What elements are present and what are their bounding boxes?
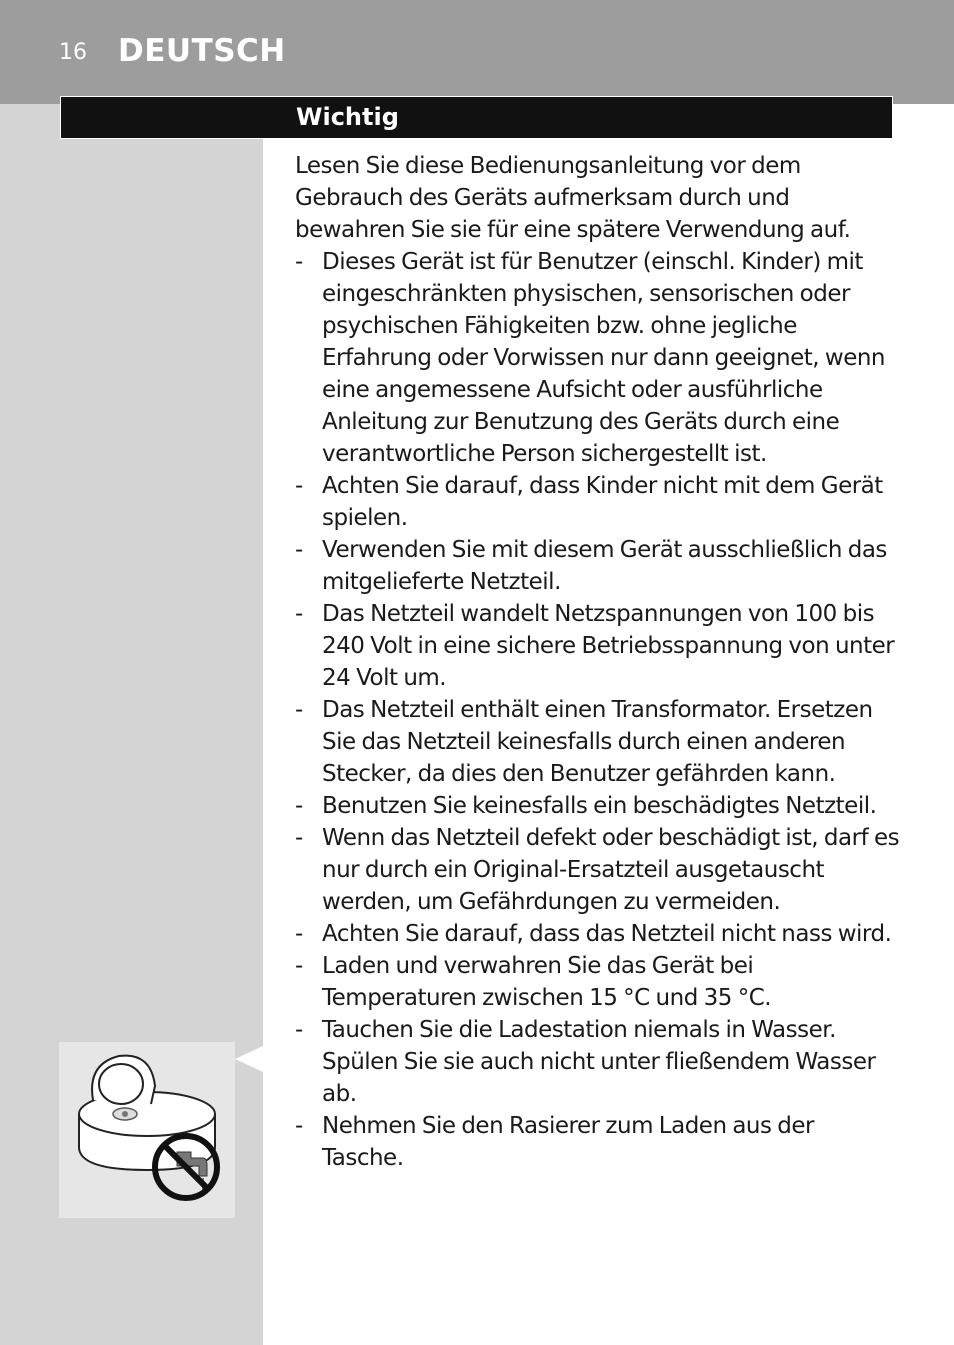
section-title: Wichtig	[296, 103, 399, 131]
page-header	[0, 0, 954, 104]
bullet-dash: -	[295, 697, 303, 723]
charging-stand-illustration	[59, 1042, 235, 1218]
bullet-dash: -	[295, 921, 303, 947]
section-heading-bar	[60, 96, 893, 139]
bullet-text: Benutzen Sie keinesfalls ein beschädigtes Netzteil.	[322, 793, 877, 819]
bullet-item	[295, 918, 900, 950]
bullet-item	[295, 534, 900, 598]
charging-stand-no-water-icon	[59, 1042, 235, 1218]
bullet-dash: -	[295, 601, 303, 627]
bullet-dash: -	[295, 793, 303, 819]
safety-bullet-list	[295, 246, 900, 1174]
bullet-text: Laden und verwahren Sie das Gerät bei Temperaturen zwischen 15 °C und 35 °C.	[322, 953, 772, 1011]
bullet-item	[295, 950, 900, 1014]
bullet-dash: -	[295, 1113, 303, 1139]
main-content	[295, 150, 900, 1174]
bullet-item	[295, 822, 900, 918]
bullet-text: Dieses Gerät ist für Benutzer (einschl. Kinder) mit eingeschränkten physischen, sensorischen oder psychischen Fähigkeiten bzw. ohne jegliche Erfahrung oder Vorwissen nur dann geeignet, wenn eine angemessene Aufsicht oder ausführliche Anleitung zur Benutzung des Geräts durch eine verantwortliche Person sichergestellt ist.	[322, 249, 886, 467]
bullet-text: Tauchen Sie die Ladestation niemals in Wasser. Spülen Sie sie auch nicht unter fließendem Wasser ab.	[322, 1017, 876, 1107]
bullet-item	[295, 1014, 900, 1110]
bullet-dash: -	[295, 537, 303, 563]
bullet-dash: -	[295, 249, 303, 275]
bullet-dash: -	[295, 825, 303, 851]
illustration-pointer	[235, 1046, 263, 1072]
bullet-text: Verwenden Sie mit diesem Gerät ausschließlich das mitgelieferte Netzteil.	[322, 537, 887, 595]
bullet-text: Das Netzteil wandelt Netzspannungen von 100 bis 240 Volt in eine sichere Betriebsspannung von unter 24 Volt um.	[322, 601, 895, 691]
bullet-text: Nehmen Sie den Rasierer zum Laden aus der Tasche.	[322, 1113, 815, 1171]
bullet-item	[295, 1110, 900, 1174]
bullet-text: Achten Sie darauf, dass Kinder nicht mit dem Gerät spielen.	[322, 473, 883, 531]
bullet-item	[295, 790, 900, 822]
bullet-item	[295, 470, 900, 534]
bullet-text: Achten Sie darauf, dass das Netzteil nicht nass wird.	[322, 921, 892, 947]
bullet-item	[295, 694, 900, 790]
page-number: 16	[59, 40, 87, 65]
bullet-item	[295, 598, 900, 694]
intro-paragraph: Lesen Sie diese Bedienungsanleitung vor dem Gebrauch des Geräts aufmerksam durch und bewahren Sie sie für eine spätere Verwendung auf.	[295, 153, 851, 243]
bullet-text: Wenn das Netzteil defekt oder beschädigt ist, darf es nur durch ein Original-Ersatzteil ausgetauscht werden, um Gefährdungen zu vermeiden.	[322, 825, 900, 915]
bullet-dash: -	[295, 953, 303, 979]
bullet-dash: -	[295, 473, 303, 499]
bullet-text: Das Netzteil enthält einen Transformator. Ersetzen Sie das Netzteil keinesfalls durch einen anderen Stecker, da dies den Benutzer gefährden kann.	[322, 697, 873, 787]
bullet-dash: -	[295, 1017, 303, 1043]
language-heading: DEUTSCH	[118, 33, 286, 69]
bullet-item	[295, 246, 900, 470]
